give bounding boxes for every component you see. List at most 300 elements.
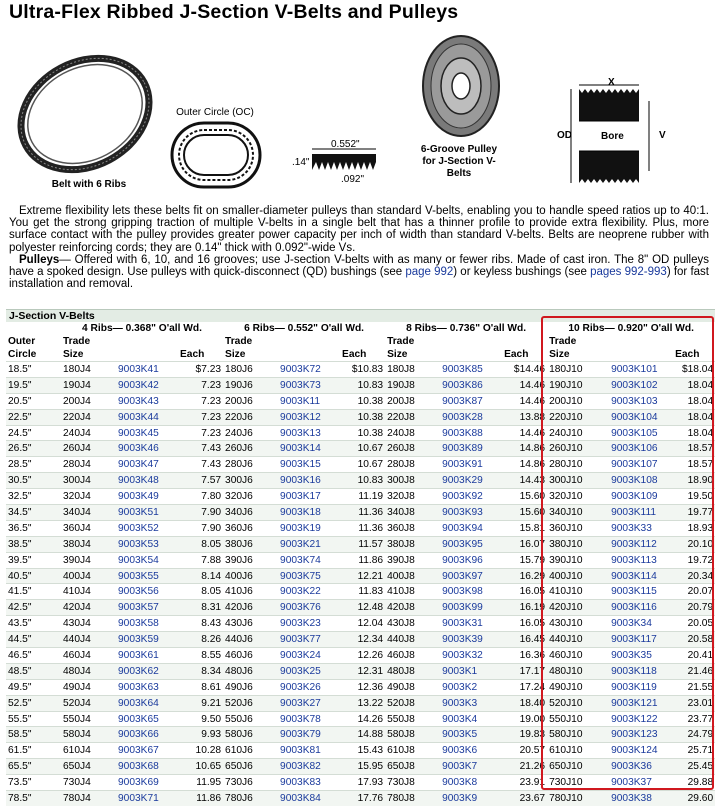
belts-table (6, 322, 715, 806)
group-10-ribs: 10 Ribs— 0.920" O'all Wd. (568, 323, 694, 334)
price-10: 24.79 (687, 729, 714, 741)
part-number-4[interactable]: 9003K58 (118, 618, 159, 630)
part-number-8[interactable]: 9003K86 (442, 379, 483, 391)
price-6: 17.76 (357, 792, 384, 804)
dim-rib-label: .092" (341, 174, 365, 185)
header-each: Each (675, 349, 700, 360)
price-4: 11.95 (196, 777, 222, 789)
part-number-8[interactable]: 9003K7 (442, 761, 478, 773)
part-number-6[interactable]: 9003K22 (280, 586, 321, 598)
part-number-4[interactable]: 9003K41 (118, 363, 159, 375)
outer-circle: 39.5" (8, 554, 32, 566)
price-4: 8.26 (201, 634, 222, 646)
trade-size-6: 180J6 (225, 363, 253, 375)
trade-size-6: 280J6 (225, 459, 253, 471)
part-number-6[interactable]: 9003K75 (280, 570, 321, 582)
part-number-10[interactable]: 9003K101 (611, 363, 658, 375)
part-number-8[interactable]: 9003K96 (442, 554, 483, 566)
price-10: 18.04 (687, 427, 714, 439)
trade-size-6: 240J6 (225, 427, 253, 439)
part-number-8[interactable]: 9003K3 (442, 697, 478, 709)
trade-size-8: 730J8 (387, 777, 415, 789)
trade-size-10: 610J10 (549, 745, 583, 757)
price-4: 9.21 (201, 697, 222, 709)
table-row (6, 409, 715, 425)
part-number-6[interactable]: 9003K14 (280, 443, 321, 455)
pulleys-text-a: — Offered with 6, 10, and 16 grooves; use J-section V-belts with as many or fewer ribs. Made of cast iron. The 8" OD pulleys have a spoked design. Use pulleys with quick-disconnect (QD) bushings (see (9, 253, 709, 279)
trade-size-10: 400J10 (549, 570, 583, 582)
trade-size-8: 200J8 (387, 395, 415, 407)
page-992-link[interactable]: page 992 (405, 266, 454, 279)
part-number-10[interactable]: 9003K107 (611, 459, 658, 471)
trade-size-4: 440J4 (63, 634, 91, 646)
part-number-6[interactable]: 9003K24 (280, 649, 321, 661)
price-4: 7.43 (201, 459, 222, 471)
part-number-4[interactable]: 9003K66 (118, 729, 159, 741)
trade-size-8: 580J8 (387, 729, 415, 741)
part-number-4[interactable]: 9003K49 (118, 491, 159, 503)
trade-size-10: 360J10 (549, 522, 583, 534)
price-8: 19.83 (519, 729, 546, 741)
trade-size-8: 520J8 (387, 697, 415, 709)
part-number-4[interactable]: 9003K62 (118, 665, 159, 677)
outer-circle: 46.5" (8, 649, 32, 661)
part-number-4[interactable]: 9003K65 (118, 713, 159, 725)
trade-size-8: 460J8 (387, 649, 415, 661)
header-each: Each (504, 349, 529, 360)
outer-circle: 19.5" (8, 379, 32, 391)
part-number-6[interactable]: 9003K72 (280, 363, 321, 375)
pulleys-paragraph (9, 254, 709, 291)
trade-size-6: 260J6 (225, 443, 253, 455)
trade-size-6: 440J6 (225, 634, 253, 646)
pulley-caption: 6-Groove Pulley for J-Section V-Belts (420, 144, 498, 179)
price-6: 11.83 (358, 586, 384, 598)
price-8: 16.07 (519, 538, 546, 550)
price-6: 11.86 (358, 554, 384, 566)
trade-size-4: 490J4 (63, 681, 91, 693)
price-4: 7.90 (201, 522, 222, 534)
part-number-8[interactable]: 9003K6 (442, 745, 478, 757)
part-number-6[interactable]: 9003K17 (280, 491, 321, 503)
trade-size-8: 550J8 (387, 713, 415, 725)
part-number-8[interactable]: 9003K95 (442, 538, 483, 550)
part-number-4[interactable]: 9003K45 (118, 427, 159, 439)
group-6-ribs: 6 Ribs— 0.552" O'all Wd. (244, 323, 364, 334)
table-row (6, 791, 715, 806)
price-4: 8.43 (201, 618, 222, 630)
outer-circle: 52.5" (8, 697, 32, 709)
part-number-4[interactable]: 9003K69 (118, 777, 159, 789)
price-6: 14.26 (357, 713, 384, 725)
price-8: 15.60 (519, 506, 546, 518)
price-8: 14.86 (519, 443, 546, 455)
part-number-6[interactable]: 9003K73 (280, 379, 321, 391)
part-number-6[interactable]: 9003K82 (280, 761, 321, 773)
price-6: 12.36 (357, 681, 384, 693)
trade-size-10: 220J10 (549, 411, 583, 423)
part-number-8[interactable]: 9003K92 (442, 491, 483, 503)
trade-size-10: 420J10 (549, 602, 583, 614)
part-number-10[interactable]: 9003K117 (611, 634, 657, 646)
trade-size-6: 480J6 (225, 665, 253, 677)
outer-circle: 78.5" (8, 792, 32, 804)
part-number-8[interactable]: 9003K1 (442, 665, 478, 677)
part-number-8[interactable]: 9003K9 (442, 792, 478, 804)
part-number-8[interactable]: 9003K4 (442, 713, 478, 725)
belt-image (10, 54, 160, 174)
trade-size-10: 520J10 (549, 697, 583, 709)
trade-size-8: 320J8 (387, 491, 415, 503)
header-size: Size (387, 349, 408, 360)
part-number-8[interactable]: 9003K5 (442, 729, 478, 741)
part-number-8[interactable]: 9003K94 (442, 522, 483, 534)
price-6: 10.67 (357, 459, 384, 471)
price-8: 16.45 (519, 634, 546, 646)
price-4: 8.61 (201, 681, 222, 693)
outer-circle: 55.5" (8, 713, 32, 725)
price-6: 10.83 (357, 475, 384, 487)
price-8: 13.88 (519, 411, 546, 423)
price-8: 20.57 (519, 745, 546, 757)
trade-size-4: 550J4 (63, 713, 91, 725)
part-number-10[interactable]: 9003K114 (611, 570, 657, 582)
part-number-10[interactable]: 9003K103 (611, 395, 658, 407)
part-number-4[interactable]: 9003K42 (118, 379, 159, 391)
part-number-8[interactable]: 9003K91 (442, 459, 483, 471)
price-6: 12.26 (357, 649, 384, 661)
outer-circle: 61.5" (8, 745, 32, 757)
part-number-10[interactable]: 9003K118 (611, 665, 657, 677)
pulley-image (418, 30, 504, 142)
price-8: 14.43 (519, 475, 546, 487)
price-8: 23.91 (519, 777, 546, 789)
price-8: 15.79 (519, 554, 546, 566)
part-number-6[interactable]: 9003K27 (280, 697, 321, 709)
trade-size-8: 300J8 (387, 475, 415, 487)
price-6: 12.04 (357, 618, 384, 630)
price-4: 9.50 (201, 713, 222, 725)
table-row (6, 473, 715, 489)
outer-circle: 26.5" (8, 443, 32, 455)
part-number-6[interactable]: 9003K78 (280, 713, 321, 725)
part-number-4[interactable]: 9003K63 (118, 681, 159, 693)
part-number-4[interactable]: 9003K52 (118, 522, 159, 534)
part-number-8[interactable]: 9003K32 (442, 649, 483, 661)
part-number-4[interactable]: 9003K64 (118, 697, 159, 709)
trade-size-6: 190J6 (225, 379, 253, 391)
part-number-6[interactable]: 9003K16 (280, 475, 321, 487)
price-10: 25.45 (687, 761, 714, 773)
price-10: $18.04 (681, 363, 714, 375)
table-row (6, 600, 715, 616)
trade-size-8: 220J8 (387, 411, 415, 423)
part-number-6[interactable]: 9003K18 (280, 506, 321, 518)
part-number-8[interactable]: 9003K2 (442, 681, 478, 693)
part-number-8[interactable]: 9003K99 (442, 602, 483, 614)
price-8: 16.29 (519, 570, 546, 582)
table-row (6, 536, 715, 552)
part-number-6[interactable]: 9003K81 (280, 745, 321, 757)
part-number-6[interactable]: 9003K15 (280, 459, 321, 471)
x-label: X (608, 77, 615, 88)
table-row (6, 457, 715, 473)
group-8-ribs: 8 Ribs— 0.736" O'all Wd. (406, 323, 527, 334)
part-number-4[interactable]: 9003K48 (118, 475, 159, 487)
price-10: 18.93 (687, 522, 714, 534)
outer-circle: 44.5" (8, 634, 32, 646)
profile-diagram (310, 146, 380, 176)
part-number-4[interactable]: 9003K46 (118, 443, 159, 455)
price-4: 10.28 (195, 745, 222, 757)
part-number-4[interactable]: 9003K67 (118, 745, 159, 757)
price-6: 11.19 (358, 491, 384, 503)
part-number-10[interactable]: 9003K113 (611, 554, 657, 566)
trade-size-4: 390J4 (63, 554, 91, 566)
trade-size-10: 780J10 (549, 792, 583, 804)
part-number-6[interactable]: 9003K19 (280, 522, 321, 534)
price-6: 11.57 (358, 538, 384, 550)
part-number-8[interactable]: 9003K8 (442, 777, 478, 789)
part-number-4[interactable]: 9003K55 (118, 570, 159, 582)
outer-circle: 34.5" (8, 506, 32, 518)
trade-size-10: 190J10 (549, 379, 583, 391)
part-number-4[interactable]: 9003K51 (118, 506, 159, 518)
header-size: Size (549, 349, 570, 360)
part-number-10[interactable]: 9003K34 (611, 618, 652, 630)
part-number-10[interactable]: 9003K121 (611, 697, 658, 709)
price-10: 18.04 (687, 379, 714, 391)
price-10: 18.04 (687, 395, 714, 407)
header-each: Each (342, 349, 367, 360)
trade-size-8: 410J8 (387, 586, 415, 598)
belt-caption: Belt with 6 Ribs (51, 179, 127, 190)
price-8: 16.36 (519, 649, 546, 661)
trade-size-8: 380J8 (387, 538, 415, 550)
part-number-6[interactable]: 9003K79 (280, 729, 321, 741)
header-outer: Outer (8, 336, 36, 347)
part-number-10[interactable]: 9003K116 (611, 602, 657, 614)
part-number-4[interactable]: 9003K68 (118, 761, 159, 773)
trade-size-10: 300J10 (549, 475, 583, 487)
trade-size-6: 320J6 (225, 491, 253, 503)
part-number-6[interactable]: 9003K25 (280, 665, 321, 677)
outer-circle: 18.5" (8, 363, 32, 375)
price-8: 15.81 (519, 522, 546, 534)
trade-size-4: 410J4 (63, 586, 91, 598)
part-number-6[interactable]: 9003K13 (280, 427, 321, 439)
trade-size-10: 650J10 (549, 761, 583, 773)
part-number-6[interactable]: 9003K74 (280, 554, 321, 566)
part-number-8[interactable]: 9003K29 (442, 475, 483, 487)
part-number-10[interactable]: 9003K109 (611, 491, 658, 503)
trade-size-6: 410J6 (225, 586, 253, 598)
part-number-4[interactable]: 9003K43 (118, 395, 159, 407)
outer-circle: 32.5" (8, 491, 32, 503)
part-number-4[interactable]: 9003K61 (118, 649, 159, 661)
part-number-10[interactable]: 9003K115 (611, 586, 657, 598)
part-number-10[interactable]: 9003K35 (611, 649, 652, 661)
table-row (6, 377, 715, 393)
table-row (6, 425, 715, 441)
trade-size-10: 340J10 (549, 506, 583, 518)
part-number-6[interactable]: 9003K23 (280, 618, 321, 630)
outer-circle-label: Outer Circle (OC) (176, 107, 254, 118)
part-number-10[interactable]: 9003K124 (611, 745, 658, 757)
trade-size-10: 430J10 (549, 618, 583, 630)
header-size: Size (63, 349, 84, 360)
table-row (6, 648, 715, 664)
part-number-8[interactable]: 9003K97 (442, 570, 483, 582)
price-10: 21.55 (687, 681, 714, 693)
price-6: 11.36 (358, 506, 384, 518)
outer-circle-image (170, 121, 262, 191)
part-number-4[interactable]: 9003K53 (118, 538, 159, 550)
part-number-8[interactable]: 9003K85 (442, 363, 483, 375)
part-number-4[interactable]: 9003K71 (118, 792, 159, 804)
part-number-4[interactable]: 9003K47 (118, 459, 159, 471)
price-8: 17.17 (519, 665, 546, 677)
part-number-10[interactable]: 9003K102 (611, 379, 658, 391)
table-row (6, 441, 715, 457)
trade-size-6: 460J6 (225, 649, 253, 661)
part-number-10[interactable]: 9003K33 (611, 522, 652, 534)
part-number-10[interactable]: 9003K106 (611, 443, 658, 455)
part-number-6[interactable]: 9003K21 (280, 538, 321, 550)
part-number-10[interactable]: 9003K105 (611, 427, 658, 439)
price-10: 20.58 (687, 634, 714, 646)
price-4: 7.57 (201, 475, 222, 487)
part-number-10[interactable]: 9003K122 (611, 713, 658, 725)
figures-area (0, 28, 717, 203)
part-number-10[interactable]: 9003K104 (611, 411, 658, 423)
part-number-4[interactable]: 9003K57 (118, 602, 159, 614)
price-8: 18.40 (519, 697, 546, 709)
part-number-6[interactable]: 9003K76 (280, 602, 321, 614)
price-4: 8.14 (201, 570, 222, 582)
price-4: $7.23 (195, 363, 222, 375)
price-8: 15.60 (519, 491, 546, 503)
trade-size-8: 610J8 (387, 745, 415, 757)
table-row (6, 568, 715, 584)
part-number-6[interactable]: 9003K77 (280, 634, 321, 646)
description (9, 205, 709, 290)
trade-size-10: 380J10 (549, 538, 583, 550)
price-4: 7.90 (201, 506, 222, 518)
part-number-10[interactable]: 9003K36 (611, 761, 652, 773)
trade-size-6: 780J6 (225, 792, 253, 804)
trade-size-6: 360J6 (225, 522, 253, 534)
part-number-6[interactable]: 9003K83 (280, 777, 321, 789)
pages-992-993-link[interactable]: pages 992-993 (590, 266, 667, 279)
part-number-8[interactable]: 9003K88 (442, 427, 483, 439)
outer-circle: 49.5" (8, 681, 32, 693)
trade-size-10: 260J10 (549, 443, 583, 455)
table-row (6, 362, 715, 378)
part-number-10[interactable]: 9003K108 (611, 475, 658, 487)
price-4: 10.65 (195, 761, 222, 773)
price-6: 13.22 (357, 697, 384, 709)
price-10: 18.90 (687, 475, 714, 487)
part-number-8[interactable]: 9003K28 (442, 411, 483, 423)
trade-size-6: 340J6 (225, 506, 253, 518)
price-10: 23.77 (687, 713, 714, 725)
part-number-10[interactable]: 9003K123 (611, 729, 658, 741)
dim-thick-label: .14" (292, 157, 310, 168)
pulleys-text-b: ) or keyless bushings (see (453, 266, 591, 279)
part-number-8[interactable]: 9003K98 (442, 586, 483, 598)
part-number-8[interactable]: 9003K87 (442, 395, 483, 407)
trade-size-8: 440J8 (387, 634, 415, 646)
price-4: 8.34 (201, 665, 222, 677)
part-number-4[interactable]: 9003K59 (118, 634, 159, 646)
part-number-8[interactable]: 9003K89 (442, 443, 483, 455)
part-number-6[interactable]: 9003K12 (280, 411, 321, 423)
price-6: 17.93 (357, 777, 384, 789)
trade-size-4: 360J4 (63, 522, 91, 534)
trade-size-8: 400J8 (387, 570, 415, 582)
part-number-8[interactable]: 9003K31 (442, 618, 483, 630)
part-number-10[interactable]: 9003K112 (611, 538, 657, 550)
trade-size-8: 240J8 (387, 427, 415, 439)
part-number-6[interactable]: 9003K84 (280, 792, 321, 804)
trade-size-8: 340J8 (387, 506, 415, 518)
trade-size-8: 180J8 (387, 363, 415, 375)
trade-size-4: 420J4 (63, 602, 91, 614)
trade-size-10: 550J10 (549, 713, 583, 725)
trade-size-4: 280J4 (63, 459, 91, 471)
trade-size-4: 480J4 (63, 665, 91, 677)
part-number-8[interactable]: 9003K93 (442, 506, 483, 518)
trade-size-6: 650J6 (225, 761, 253, 773)
price-4: 7.23 (201, 411, 222, 423)
part-number-4[interactable]: 9003K54 (118, 554, 159, 566)
price-10: 20.10 (687, 538, 714, 550)
header-trade: Trade (549, 336, 577, 347)
trade-size-10: 410J10 (549, 586, 583, 598)
price-4: 7.23 (201, 395, 222, 407)
trade-size-4: 190J4 (63, 379, 91, 391)
part-number-10[interactable]: 9003K119 (611, 681, 657, 693)
outer-circle: 41.5" (8, 586, 32, 598)
part-number-6[interactable]: 9003K26 (280, 681, 321, 693)
part-number-4[interactable]: 9003K56 (118, 586, 159, 598)
trade-size-10: 490J10 (549, 681, 583, 693)
price-8: 14.46 (519, 395, 546, 407)
price-4: 8.31 (201, 602, 222, 614)
part-number-4[interactable]: 9003K44 (118, 411, 159, 423)
outer-circle: 36.5" (8, 522, 32, 534)
trade-size-6: 580J6 (225, 729, 253, 741)
part-number-10[interactable]: 9003K111 (611, 506, 657, 518)
trade-size-10: 240J10 (549, 427, 583, 439)
price-10: 20.34 (687, 570, 714, 582)
part-number-10[interactable]: 9003K37 (611, 777, 652, 789)
outer-circle: 58.5" (8, 729, 32, 741)
part-number-8[interactable]: 9003K39 (442, 634, 483, 646)
outer-circle: 28.5" (8, 459, 32, 471)
outer-circle: 22.5" (8, 411, 32, 423)
price-8: 17.24 (519, 681, 546, 693)
trade-size-6: 300J6 (225, 475, 253, 487)
trade-size-4: 430J4 (63, 618, 91, 630)
part-number-10[interactable]: 9003K38 (611, 792, 652, 804)
part-number-6[interactable]: 9003K11 (280, 395, 321, 407)
trade-size-8: 480J8 (387, 665, 415, 677)
trade-size-10: 390J10 (549, 554, 583, 566)
price-6: 12.34 (357, 634, 384, 646)
price-4: 8.05 (201, 586, 222, 598)
